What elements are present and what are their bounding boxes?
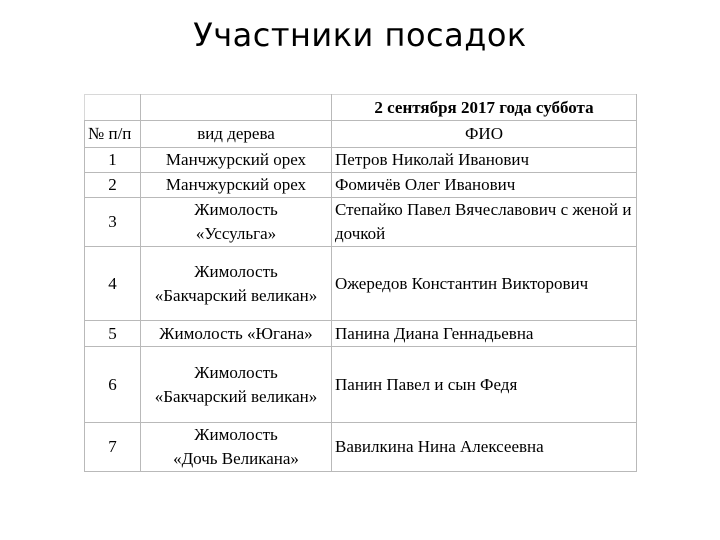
participant-name: Петров Николай Иванович	[332, 148, 637, 173]
row-number: 7	[85, 423, 141, 472]
column-header-row	[85, 121, 637, 148]
tree-variety: «Бакчарский великан»	[154, 386, 318, 406]
tree-type	[141, 423, 332, 472]
tree-variety: «Дочь Великана»	[173, 449, 299, 468]
tree-type	[141, 347, 332, 423]
table-row	[85, 321, 637, 347]
row-number: 2	[85, 173, 141, 198]
participant-name: Фомичёв Олег Иванович	[332, 173, 637, 198]
column-header-number: № п/п	[85, 121, 141, 148]
tree-type-line: Жимолость	[194, 362, 278, 382]
blank-cell	[141, 95, 332, 121]
table-row	[85, 423, 637, 472]
tree-type-line: Жимолость	[194, 425, 278, 444]
table-row	[85, 173, 637, 198]
tree-type	[141, 198, 332, 247]
table-row	[85, 198, 637, 247]
participant-name: Панин Павел и сын Федя	[332, 347, 637, 423]
table-row	[85, 148, 637, 173]
tree-type: Манчжурский орех	[141, 173, 332, 198]
tree-type: Жимолость «Югана»	[141, 321, 332, 347]
row-number: 5	[85, 321, 141, 347]
participant-name: Ожередов Константин Викторович	[332, 247, 637, 321]
participants-table	[84, 94, 637, 472]
tree-type	[141, 247, 332, 321]
tree-type: Манчжурский орех	[141, 148, 332, 173]
table-row	[85, 247, 637, 321]
row-number: 4	[85, 247, 141, 321]
blank-cell	[85, 95, 141, 121]
tree-variety: «Бакчарский великан»	[154, 285, 318, 305]
tree-variety: «Уссульга»	[195, 224, 277, 243]
row-number: 1	[85, 148, 141, 173]
date-header-row	[85, 95, 637, 121]
column-header-name: ФИО	[332, 121, 637, 148]
table-row	[85, 347, 637, 423]
participant-name: Степайко Павел Вячеславович с женой и дочкой	[332, 198, 637, 247]
page-title: Участники посадок	[193, 16, 527, 54]
column-header-tree: вид дерева	[141, 121, 332, 148]
row-number: 6	[85, 347, 141, 423]
participant-name: Вавилкина Нина Алексеевна	[332, 423, 637, 472]
date-header: 2 сентября 2017 года суббота	[332, 95, 637, 121]
participant-name: Панина Диана Геннадьевна	[332, 321, 637, 347]
tree-type-line: Жимолость	[194, 200, 278, 219]
row-number: 3	[85, 198, 141, 247]
tree-type-line: Жимолость	[194, 261, 278, 281]
